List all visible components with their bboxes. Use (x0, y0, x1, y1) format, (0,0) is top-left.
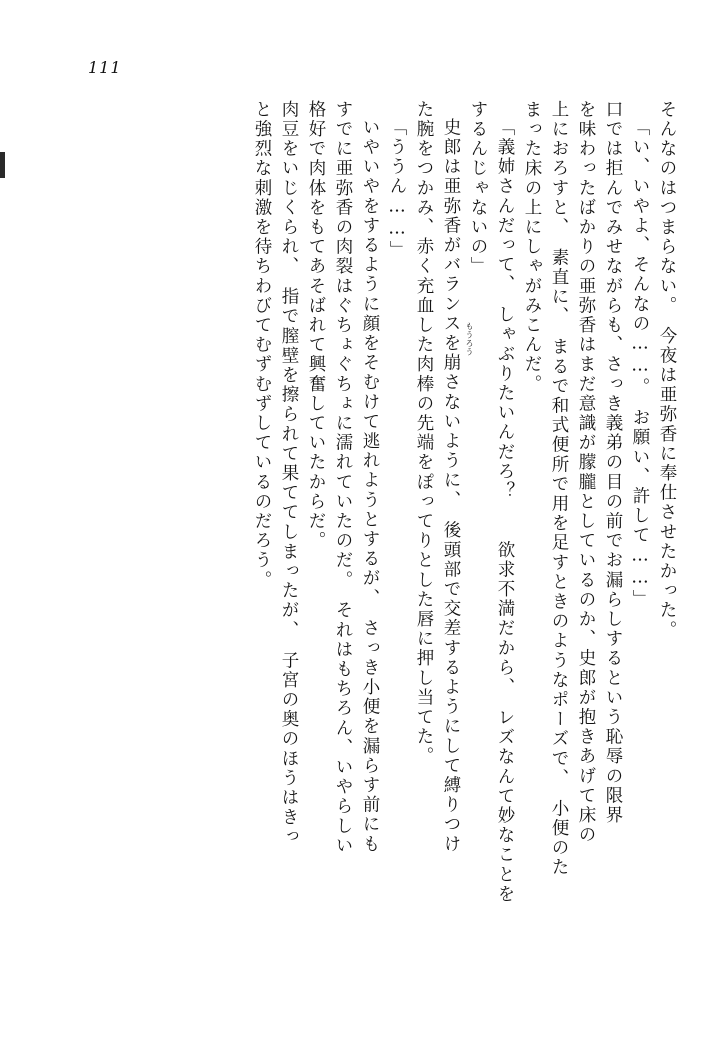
text-line: た腕をつかみ、赤く充血した肉棒の先端をぽってりとした唇に押し当てた。 (414, 100, 434, 767)
ruby-annotation-mouro: もうろう (465, 322, 474, 356)
text-line: を味わったばかりの亜弥香はまだ意識が朦朧としているのか、史郎が抱きあげて床の (576, 100, 596, 845)
text-line: 「い、いやよ、そんなの……。 お願い、許して……」 (630, 118, 650, 610)
text-line: するんじゃないの」 (468, 100, 488, 277)
text-line: 史郎は亜弥香がバランスを崩さないように、 後頭部で交差するようにして縛りつけ (441, 118, 461, 855)
text-line: 上におろすと、 素直に、 まるで和式便所で用を足すときのようなポーズで、 小便のた (549, 100, 569, 878)
vertical-text-body (55, 100, 675, 930)
page-edge-mark (0, 152, 5, 178)
text-line: そんなのはつまらない。 今夜は亜弥香に奉仕させたかった。 (657, 100, 677, 641)
text-line: 口では拒んでみせながらも、さっき義弟の目の前でお漏らしするという恥辱の限界 (603, 100, 623, 826)
text-line: すでに亜弥香の肉裂はぐちょぐちょに濡れていたのだ。 それはもちろん、いやらしい (333, 100, 353, 856)
text-line: 「ううん……」 (387, 118, 407, 261)
text-line: いやいやをするように顔をそむけて逃れようとするが、 さっき小便を漏らす前にも (360, 118, 380, 855)
page-number: 111 (88, 58, 122, 77)
text-line: 「義姉さんだって、 しゃぶりたいんだろ？ 欲求不満だから、 レズなんて妙なことを (495, 118, 515, 905)
text-line: 格好で肉体をもてあそばれて興奮していたからだ。 (306, 100, 326, 551)
text-line: 肉豆をいじくられ、 指で膣壁を擦られて果ててしまったが、 子宮の奥のほうはきっ (279, 100, 299, 847)
text-line: まった床の上にしゃがみこんだ。 (522, 100, 542, 394)
text-line: と強烈な刺激を待ちわびてむずむずしているのだろう。 (252, 100, 272, 590)
